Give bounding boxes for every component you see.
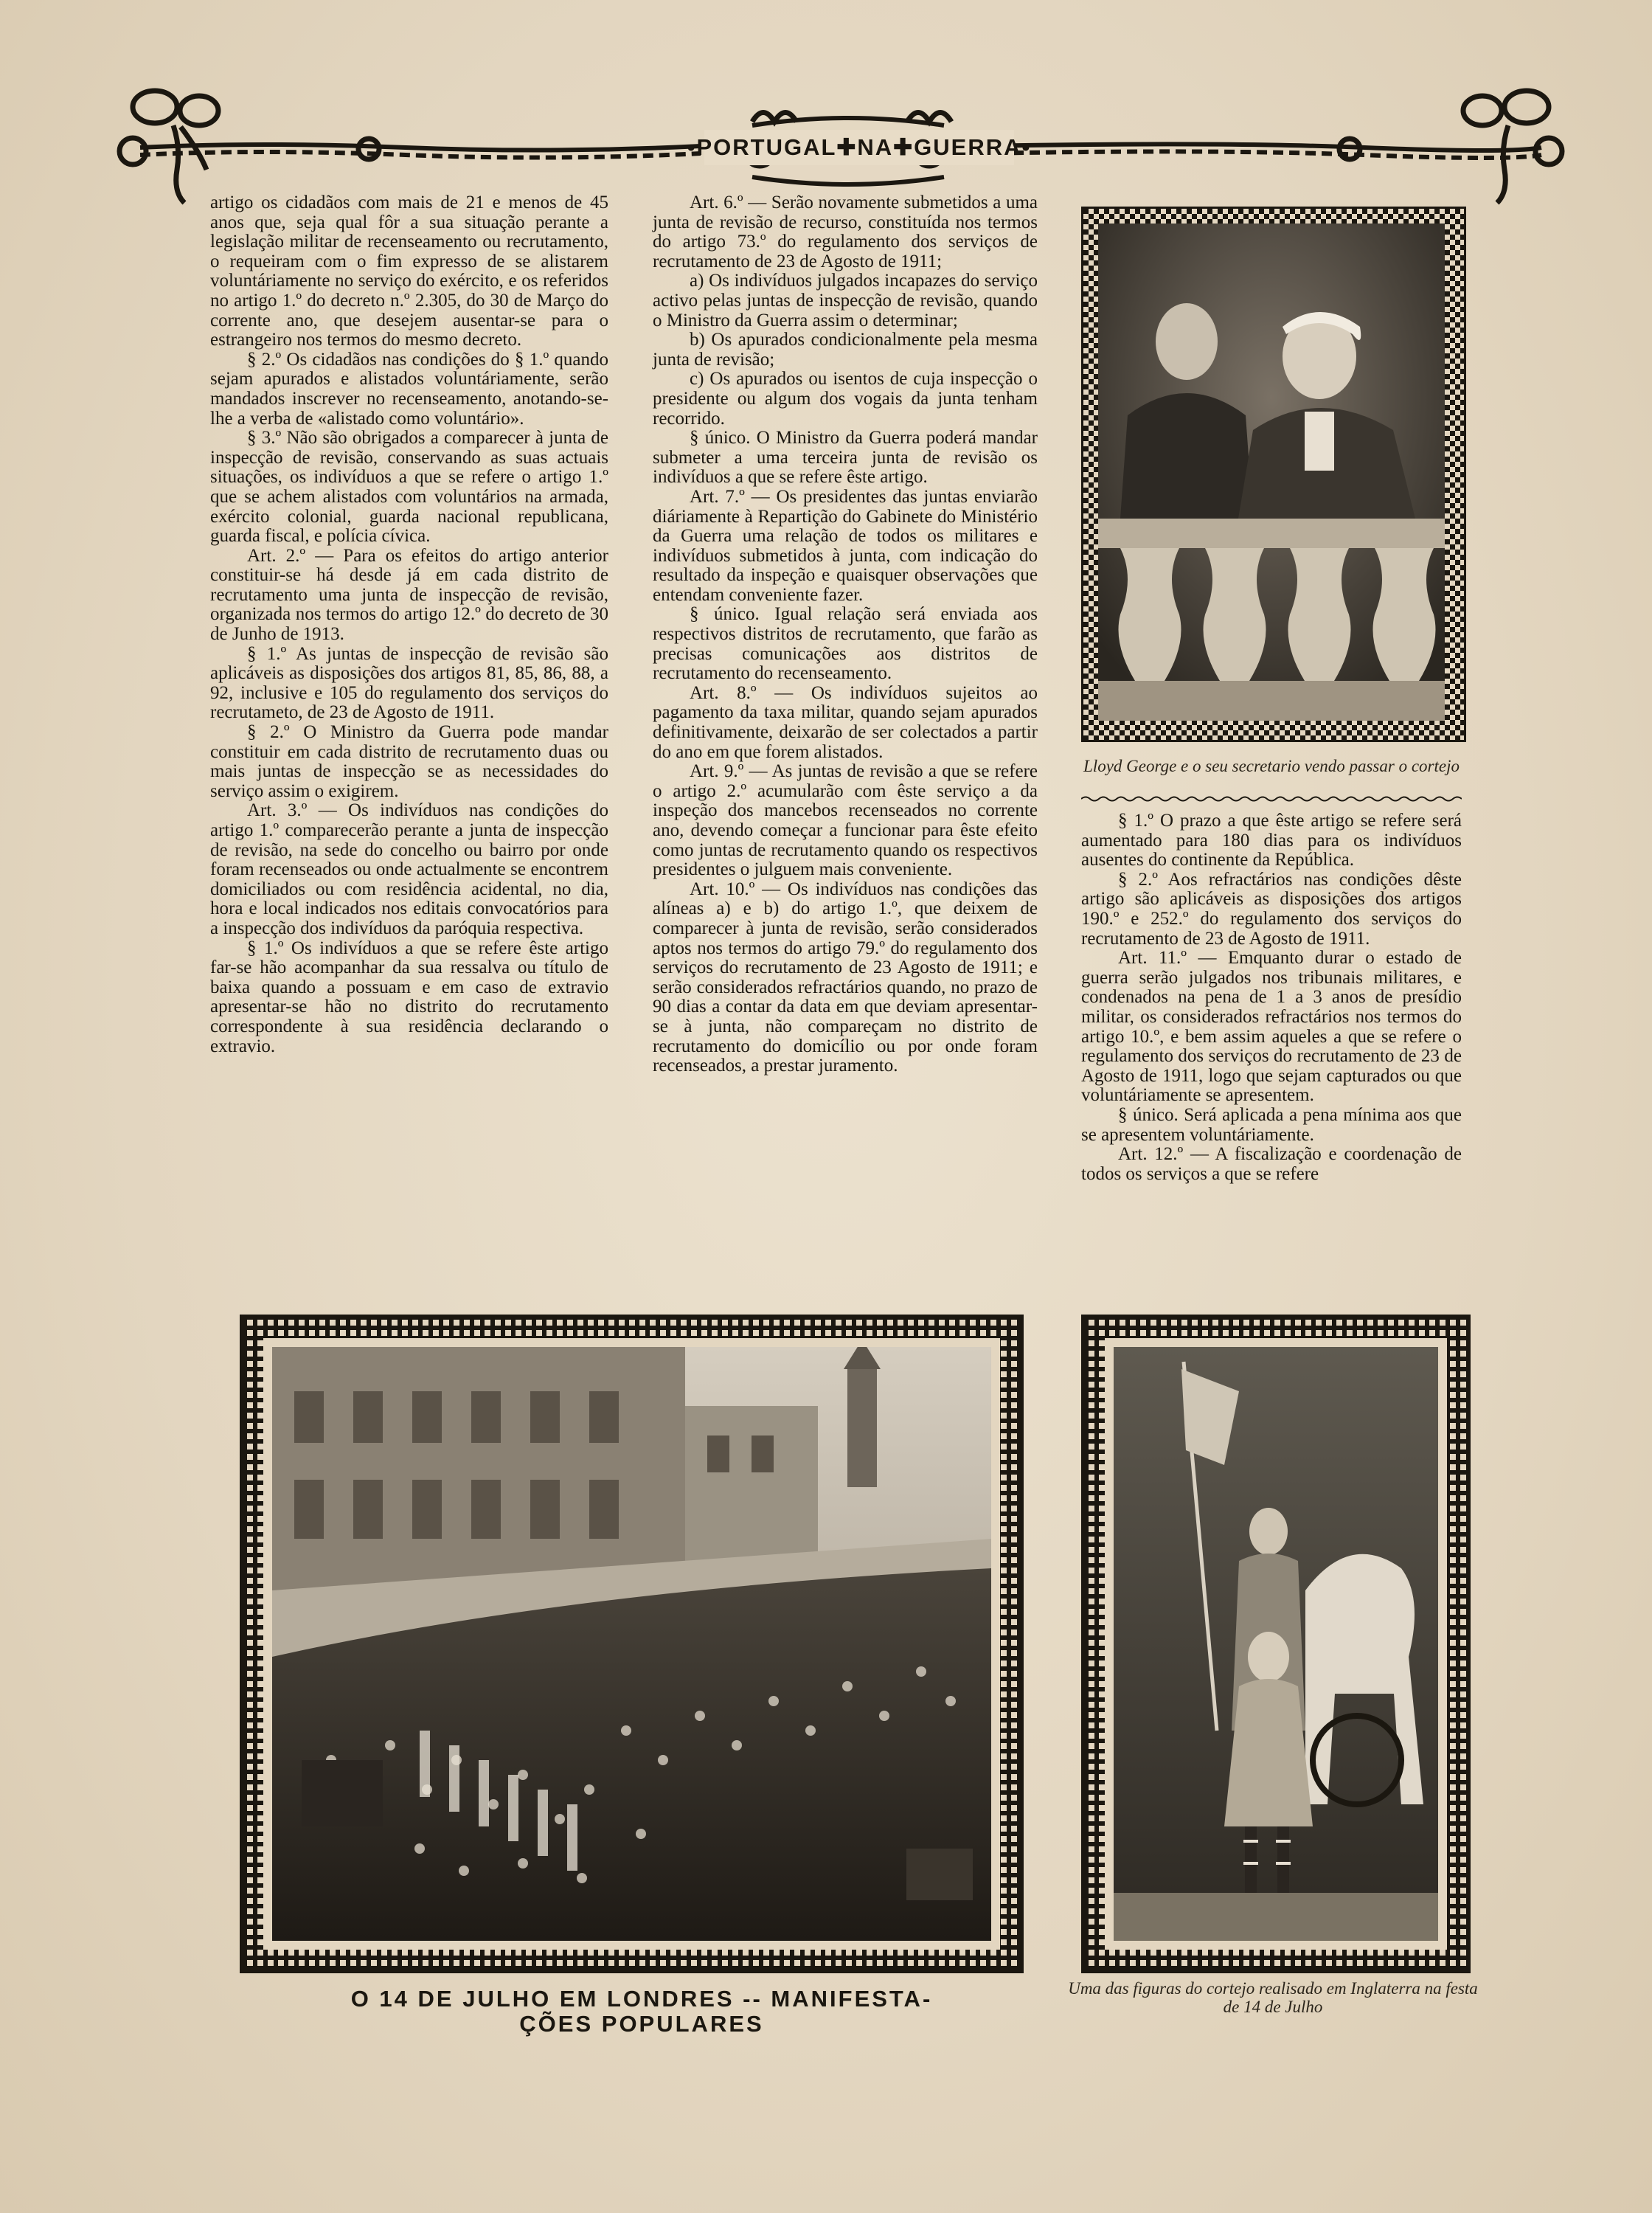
london-caption-line-1: O 14 DE JULHO EM LONDRES -- MANIFESTA- xyxy=(350,1986,933,2012)
paragraph: § 2.º O Ministro da Guerra pode mandar constituir em cada distrito de recrutamento duas ou mais juntas de inspecção se as necessidades do serviço assim o exigirem. xyxy=(210,722,608,801)
decorative-divider xyxy=(1081,795,1462,803)
london-caption-line-2: ÇÕES POPULARES xyxy=(519,2011,764,2037)
paragraph: § 3.º Não são obrigados a comparecer à junta de inspecção de revisão, conservando as suas actuais situações, os indivíduos a que se refere o artigo 1.º que se achem alistados com voluntários na armada, exército colonial, guarda nacional republicana, guarda fiscal, e polícia cívica. xyxy=(210,428,608,547)
paragraph: Art. 2.º — Para os efeitos do artigo anterior constituir-se há desde já em cada distrito de recrutamento uma junta de inspecção de revisão, organizada nos termos do artigo 12.º do decreto de 30 de Junho de 1913. xyxy=(210,545,608,645)
lloyd-george-caption: Lloyd George e o seu secretario vendo passar o cortejo xyxy=(1083,757,1460,775)
paragraph: Art. 11.º — Emquanto durar o estado de guerra serão julgados nos tribunais militares, e condenados na pena de 1 a 3 anos de presídio militar, os considerados refractários nos termos do artigo 10.º, e bem assim aqueles a que se refere o regulamento dos serviços do recrutamento de 23 de Agosto de 1911, logo que sejam capturados ou que voluntáriamente se apresentem. xyxy=(1081,948,1462,1106)
paragraph: § único. Será aplicada a pena mínima aos que se apresentem voluntáriamente. xyxy=(1081,1104,1462,1145)
text-column-1 xyxy=(210,193,608,1056)
paragraph: Art. 3.º — Os indivíduos nas condições do artigo 1.º comparecerão perante a junta de inspecção de revisão, na sede do concelho ou bairro por onde foram recenseados ou onde actualmente se encontrem domiciliados ou com residência acidental, no dia, hora e local indicados nos editais convocatórios para a inspecção dos indivíduos da paróquia respectiva. xyxy=(210,800,608,938)
paragraph: Art. 8.º — Os indivíduos sujeitos ao pagamento da taxa militar, quando sejam apurados definitivamente, deixarão de ser colectados a partir do ano em que forem alistados. xyxy=(653,682,1038,762)
text-column-2 xyxy=(653,193,1038,1076)
paragraph: § 1.º Os indivíduos a que se refere êste artigo far-se hão acompanhar da sua ressalva ou título de baixa quando a possuam e em caso de extravio apresentar-se hão no distrito do recrutamento correspondente à sua residência declarando o extravio. xyxy=(210,938,608,1056)
london-caption xyxy=(236,1987,1047,2037)
paragraph: a) Os indivíduos julgados incapazes do serviço activo pelas juntas de inspecção de revisão, quando o Ministro da Guerra assim o determinar; xyxy=(653,271,1038,330)
text-column-3 xyxy=(1081,811,1462,1184)
paragraph: § 2.º Os cidadãos nas condições do § 1.º quando sejam apurados e alistados voluntáriamente, serão mandados inscrever no recenseamento, anotando-se-lhe a verba de «alistado como voluntário». xyxy=(210,349,608,429)
london-procession-photo xyxy=(272,1347,991,1941)
london-photo-frame xyxy=(240,1315,1024,1973)
paragraph: artigo os cidadãos com mais de 21 e menos de 45 anos que, seja qual fôr a sua situação perante a legislação militar de recenseamento ou recrutamento, o requeiram com o fim expresso de se alistarem voluntáriamente no serviço do exército, e os referidos no artigo 1.º do decreto n.º 2.305, do 30 de Março do corrente ano, que desejem ausentar-se para o estrangeiro nos termos do mesmo decreto. xyxy=(210,193,608,350)
masthead-title: •PORTUGAL✚NA✚GUERRA• xyxy=(704,130,1014,165)
paragraph: § 1.º As juntas de inspecção de revisão são aplicáveis as disposições dos artigos 81, 85, 86, 88, a 92, inclusive e 105 do regulamento dos serviços do recrutameto, de 23 de Agosto de 1911. xyxy=(210,643,608,723)
paragraph: § 2.º Aos refractários nas condições dêste artigo são aplicáveis as disposições dos artigos 190.º e 252.º do regulamento dos serviços do recrutamento de 23 de Agosto de 1911. xyxy=(1081,869,1462,949)
paragraph: c) Os apurados ou isentos de cuja inspecção o presidente ou algum dos vogais da junta tenham recorrido. xyxy=(653,369,1038,429)
paragraph: § único. Igual relação será enviada aos respectivos distritos de recrutamento, que farão as precisas comunicações aos distritos de recrutamento do recenseamento. xyxy=(653,604,1038,684)
lloyd-george-photo-frame xyxy=(1081,207,1466,742)
paragraph: § único. O Ministro da Guerra poderá mandar submeter a uma terceira junta de revisão os indivíduos a que se refere êste artigo. xyxy=(653,428,1038,488)
figure-caption: Uma das figuras do cortejo realisado em Inglaterra na festa de 14 de Julho xyxy=(1068,1979,1478,2016)
paragraph: Art. 10.º — Os indivíduos nas condições das alíneas a) e b) do artigo 1.º, que deixem de comparecer à junta de revisão, serão considerados aptos nos termos do artigo 79.º do regulamento dos serviços do recrutamento de 23 Agosto de 1911; e serão considerados refractários quando, no prazo de 90 dias a contar da data em que deviam apresentar-se à junta, não compareçam no distrito de recrutamento do domicílio ou por onde foram recenseados, a prestar juramento. xyxy=(653,879,1038,1076)
paragraph: Art. 12.º — A fiscalização e coordenação de todos os serviços a que se refere xyxy=(1081,1144,1462,1184)
paragraph: Art. 7.º — Os presidentes das juntas enviarão diáriamente à Repartição do Gabinete do Ministério da Guerra uma relação de todos os militares e indivíduos submetidos à junta, com indicação do resultado da inspeção e quaisquer observações que entendam conveniente fazer. xyxy=(653,486,1038,605)
pageant-figure-photo xyxy=(1114,1347,1438,1941)
paragraph: Art. 9.º — As juntas de revisão a que se refere o artigo 2.º acumularão com êste serviço a da inspeção dos mancebos recenseados no corrente ano, devendo começar a funcionar para êste efeito como juntas de recrutamento quando os respectivos presidentes o julguem mais conveniente. xyxy=(653,761,1038,880)
lloyd-george-photo xyxy=(1098,224,1445,721)
figure-photo-frame xyxy=(1081,1315,1471,1973)
paragraph: § 1.º O prazo a que êste artigo se refere será aumentado para 180 dias para os indivíduos ausentes do continente da República. xyxy=(1081,811,1462,870)
paragraph: Art. 6.º — Serão novamente submetidos a uma junta de revisão de recurso, constituída nos termos do artigo 73.º do regulamento dos serviços de recrutamento de 23 de Agosto de 1911; xyxy=(653,193,1038,271)
paragraph: b) Os apurados condicionalmente pela mesma junta de revisão; xyxy=(653,330,1038,370)
